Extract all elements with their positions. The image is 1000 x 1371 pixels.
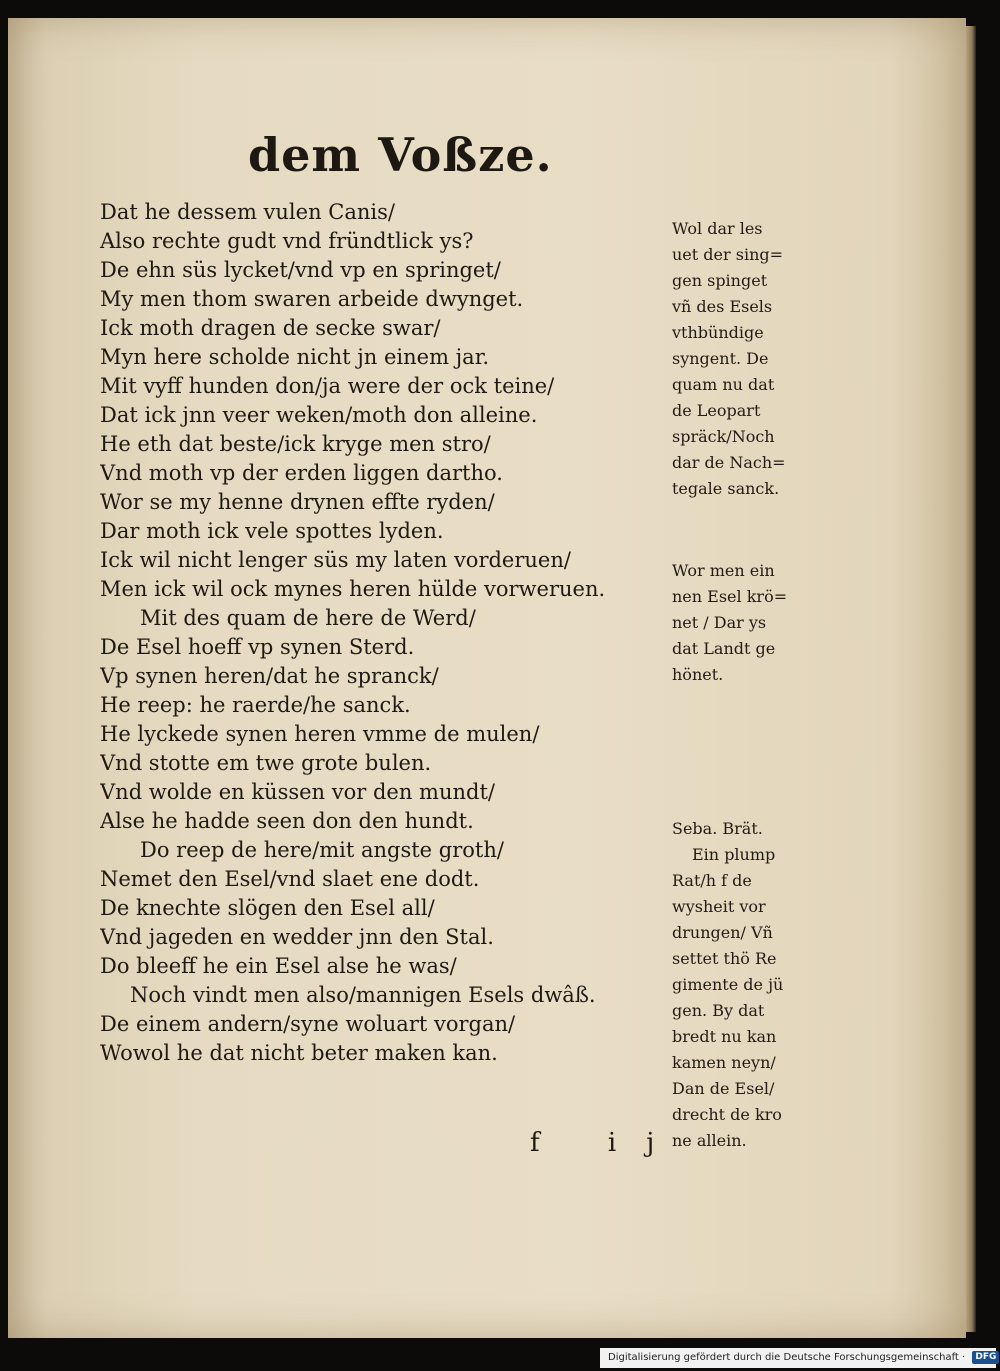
margin-note-line: bredt nu kan [672,1027,777,1046]
verse-line: De knechte slögen den Esel all/ [100,896,435,920]
margin-note-line: Seba. Brät. [672,819,763,838]
margin-note-line: ne allein. [672,1131,747,1150]
verse-line: He eth dat beste/ick kryge men stro/ [100,432,491,456]
verse-line: Men ick wil ock mynes heren hülde vorweruen. [100,577,606,601]
margin-note-line: tegale sanck. [672,479,780,498]
verse-line: De Esel hoeff vp synen Sterd. [100,635,415,659]
verse-line: Vnd jageden en wedder jnn den Stal. [100,925,494,949]
margin-note-2 [672,558,822,688]
margin-note-line: kamen neyn/ [672,1053,776,1072]
margin-note-line: gen. By dat [672,1001,765,1020]
verse-line: Ick wil nicht lenger süs my laten vorderuen/ [100,548,571,572]
page-edge [966,26,976,1332]
margin-note-line: quam nu dat [672,375,775,394]
margin-note-line: uet der sing= [672,245,784,264]
margin-note-line: syngent. De [672,349,769,368]
margin-note-3 [672,816,822,1154]
verse-line: My men thom swaren arbeide dwynget. [100,287,524,311]
verse-line: Wowol he dat nicht beter maken kan. [100,1041,498,1065]
verse-line: Do reep de here/mit angste groth/ [140,838,504,862]
margin-note-line: gimente de jü [672,975,784,994]
verse-line: Wor se my henne drynen effte ryden/ [100,490,495,514]
margin-note-line: de Leopart [672,401,761,420]
margin-note-line: Wol dar les [672,219,763,238]
verse-line: Ick moth dragen de secke swar/ [100,316,441,340]
margin-note-line: drecht de kro [672,1105,782,1124]
margin-note-line: settet thö Re [672,949,777,968]
verse-line: Dat he dessem vulen Canis/ [100,200,395,224]
margin-note-line: hönet. [672,665,724,684]
margin-note-line: Rat/h f de [672,871,752,890]
verse-line: Dat ick jnn veer weken/moth don alleine. [100,403,538,427]
margin-note-line: vthbündige [672,323,764,342]
verse-line: Do bleeff he ein Esel alse he was/ [100,954,457,978]
margin-note-1 [672,216,822,502]
verse-line: Mit des quam de here de Werd/ [140,606,476,630]
margin-note-line: vñ des Esels [672,297,773,316]
signature-mark: f ij [530,1128,685,1158]
verse-line: He reep: he raerde/he sanck. [100,693,411,717]
margin-note-line: dat Landt ge [672,639,776,658]
verse-line: Vnd stotte em twe grote bulen. [100,751,432,775]
margin-note-line: Dan de Esel/ [672,1079,775,1098]
verse-line: Myn here scholde nicht jn einem jar. [100,345,490,369]
verse-line: Vnd wolde en küssen vor den mundt/ [100,780,495,804]
verse-line: Vnd moth vp der erden liggen dartho. [100,461,503,485]
verse-line: Mit vyff hunden don/ja were der ock teine/ [100,374,555,398]
verse-line: Dar moth ick vele spottes lyden. [100,519,444,543]
verse-line: De ehn süs lycket/vnd vp en springet/ [100,258,501,282]
digitization-credit [600,1348,996,1368]
running-header: dem Voßze. [248,128,553,182]
verse-line: Nemet den Esel/vnd slaet ene dodt. [100,867,480,891]
margin-note-line: dar de Nach= [672,453,786,472]
margin-note-line: Ein plump [692,845,776,864]
credit-text: Digitalisierung gefördert durch die Deutsche Forschungsgemeinschaft · [608,1352,966,1363]
margin-note-line: gen spinget [672,271,768,290]
verse-line: De einem andern/syne woluart vorgan/ [100,1012,516,1036]
margin-note-line: spräck/Noch [672,427,775,446]
verse-line: Vp synen heren/dat he spranck/ [100,664,439,688]
margin-note-line: nen Esel krö= [672,587,788,606]
margin-note-line: net / Dar ys [672,613,767,632]
margin-note-line: wysheit vor [672,897,766,916]
verse-line: He lyckede synen heren vmme de mulen/ [100,722,540,746]
verse-line: Also rechte gudt vnd fründtlick ys? [100,229,474,253]
margin-note-line: drungen/ Vñ [672,923,773,942]
verse-column [100,198,665,1068]
margin-note-line: Wor men ein [672,561,775,580]
verse-line: Noch vindt men also/mannigen Esels dwâß. [130,983,596,1007]
dfg-logo: DFG [972,1351,999,1364]
verse-line: Alse he hadde seen don den hundt. [100,809,474,833]
